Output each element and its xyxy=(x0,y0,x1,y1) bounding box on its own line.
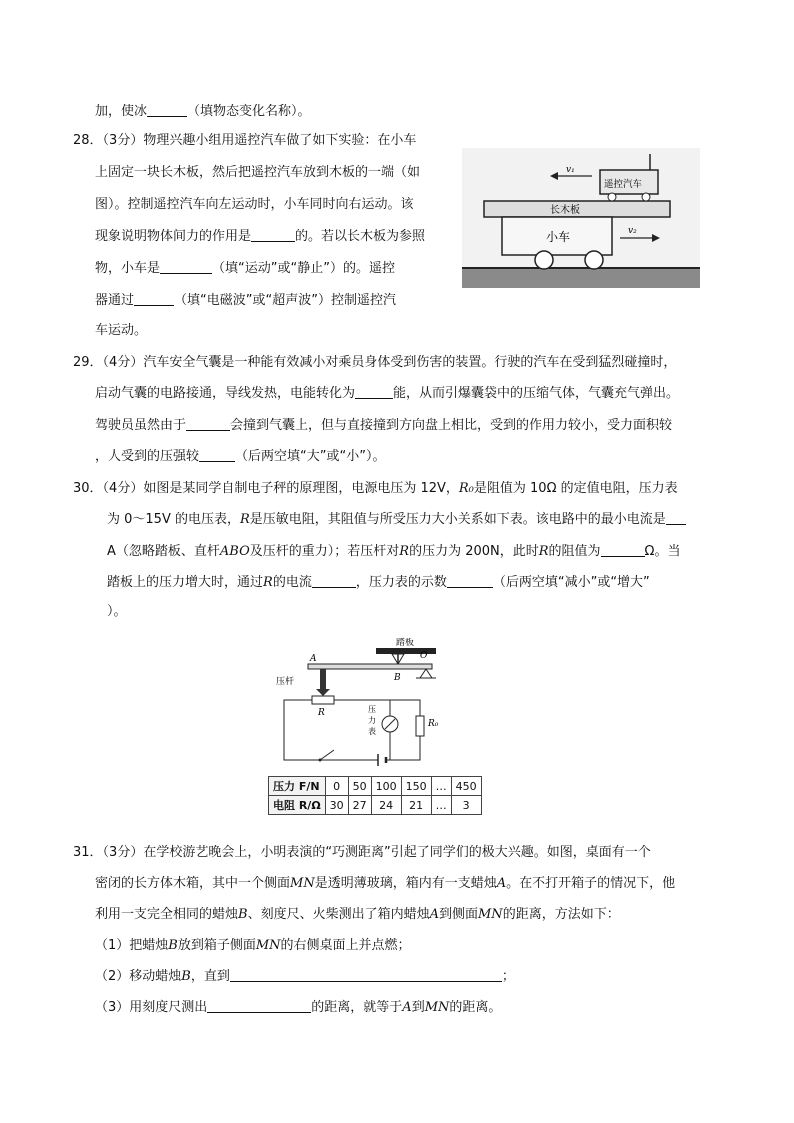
q29-text-3b: 会撞到气囊上，但与直接撞到方向盘上相比，受到的作用力较小，受力面积较 xyxy=(230,418,673,433)
q31-text-3b: 、刻度尺、火柴测出了箱内蜡烛 xyxy=(247,907,430,922)
q31-step2-text: ，直到 xyxy=(190,969,230,984)
table-row xyxy=(269,777,482,796)
q30-text-4b: 的电流 xyxy=(272,575,312,590)
q28-line-5 xyxy=(95,259,395,279)
q28-text-6a: 器通过 xyxy=(95,293,135,308)
table-cell: 27 xyxy=(348,796,371,815)
q31-blank-1[interactable] xyxy=(230,967,502,982)
label-r: R xyxy=(318,708,325,718)
lever-abo xyxy=(308,664,432,669)
q31-text-3a: 利用一支完全相同的蜡烛 xyxy=(95,907,239,922)
q30-var-r-3: R xyxy=(538,544,549,559)
q31-text-2c: 。在不打开箱子的情况下，他 xyxy=(506,876,676,891)
q27-blank[interactable] xyxy=(147,102,187,117)
q30-text-1a: （4分）如图是某同学自制电子秤的原理图，电源电压为 12V， xyxy=(102,481,459,496)
q30-blank-3[interactable] xyxy=(312,573,356,588)
v2-label: v₂ xyxy=(628,226,637,236)
toy-car-label: 遥控汽车 xyxy=(604,179,643,190)
q31-step3-text: 的距离，就等于 xyxy=(311,1000,403,1015)
table-cell: … xyxy=(431,796,451,815)
q31-step2-b: B xyxy=(181,969,191,984)
cart-label: 小车 xyxy=(546,230,571,244)
q27-tail-text: 加，使冰 xyxy=(95,104,148,119)
q29-line-2 xyxy=(95,384,679,404)
q30-text-3d: 的阻值为 xyxy=(548,544,601,559)
q28-text-5a: 物，小车是 xyxy=(95,261,161,276)
q30-var-r-2: R xyxy=(399,544,410,559)
q31-blank-2[interactable] xyxy=(207,998,311,1013)
q31-step-1 xyxy=(95,936,411,956)
board-label: 长木板 xyxy=(550,205,580,216)
q29-line-3 xyxy=(95,416,672,436)
q28-line-6 xyxy=(95,291,396,311)
q29-blank-2[interactable] xyxy=(186,416,230,431)
ground xyxy=(462,268,700,288)
q31-step3-a-var: A xyxy=(402,1000,412,1015)
q30-text-1b: 是阻值为 10Ω 的定值电阻，压力表 xyxy=(473,481,678,496)
table-cell: 50 xyxy=(348,777,371,796)
q28-figure xyxy=(462,148,700,288)
table-head-force: 压力 F/N xyxy=(269,777,326,796)
q31-text-3d: 的距离，方法如下： xyxy=(502,907,620,922)
q31-step2-a: （2）移动蜡烛 xyxy=(95,969,182,984)
q30-text-3c: 的压力为 200N，此时 xyxy=(409,544,539,559)
q30-blank-1[interactable] xyxy=(666,510,686,525)
q30-text-4a: 踏板上的压力增大时，通过 xyxy=(107,575,264,590)
table-cell: 150 xyxy=(401,777,431,796)
table-cell: 0 xyxy=(325,777,348,796)
q28-text-4a: 现象说明物体间力的作用是 xyxy=(95,229,252,244)
pedal-label: 踏板 xyxy=(396,638,415,648)
q31-line-2 xyxy=(95,874,675,894)
q31-step3-mn: MN xyxy=(424,1000,450,1015)
q29-line-4 xyxy=(95,447,385,467)
q31-step1-a: （1）把蜡烛 xyxy=(95,938,169,953)
q31-step1-text: 放到箱子侧面 xyxy=(177,938,256,953)
q28-blank-2[interactable] xyxy=(160,259,212,274)
q31-var-a: A xyxy=(496,876,507,891)
q30-line-5: ）。 xyxy=(107,604,127,619)
label-b: B xyxy=(394,673,401,683)
v1-label: v₁ xyxy=(566,165,575,175)
meter-label-2: 力 xyxy=(368,716,376,725)
q31-step1-b: B xyxy=(168,938,178,953)
table-cell: 24 xyxy=(371,796,401,815)
q31-text-1: （3分）在学校游艺晚会上，小明表演的“巧测距离”引起了同学们的极大兴趣。如图，桌面有一个 xyxy=(102,845,651,860)
q30-text-4c: ，压力表的示数 xyxy=(355,575,447,590)
q30-line-2 xyxy=(107,510,686,530)
q31-var-b: B xyxy=(238,907,248,922)
q28-text-1: （3分）物理兴趣小组用遥控汽车做了如下实验：在小车 xyxy=(102,133,417,148)
q28-text-4b: 的。若以长木板为参照 xyxy=(295,229,426,244)
q30-var-abo: ABO xyxy=(219,544,250,559)
press-rod xyxy=(320,669,326,689)
fixed-resistor-r0 xyxy=(416,716,424,736)
q28-text-6b: （填“电磁波”或“超声波”）控制遥控汽 xyxy=(174,293,396,308)
q31-number: 31． xyxy=(73,845,103,860)
meter-label-3: 表 xyxy=(368,727,376,736)
q30-text-2b: 是压敏电阻，其阻值与所受压力大小关系如下表。该电路中的最小电流是 xyxy=(249,512,666,527)
q31-line-1 xyxy=(73,843,651,863)
q29-text-2b: 能，从而引爆囊袋中的压缩气体，气囊充气弹出。 xyxy=(393,386,680,401)
table-row xyxy=(269,796,482,815)
q30-blank-4[interactable] xyxy=(447,573,493,588)
q29-text-4a: ，人受到的压强较 xyxy=(95,449,200,464)
q29-text-1: （4分）汽车安全气囊是一种能有效减小对乘员身体受到伤害的装置。行驶的汽车在受到猛烈碰撞时， xyxy=(102,355,677,370)
switch xyxy=(320,750,334,760)
q29-number: 29． xyxy=(73,355,103,370)
table-cell: 30 xyxy=(325,796,348,815)
q28-line-4 xyxy=(95,227,425,247)
q29-blank-3[interactable] xyxy=(199,447,235,462)
q31-step3-a: （3）用刻度尺测出 xyxy=(95,1000,208,1015)
q30-text-3b: 及压杆的重力）；若压杆对 xyxy=(249,544,400,559)
q28-number: 28． xyxy=(73,133,103,148)
q29-blank-1[interactable] xyxy=(355,384,393,399)
rod-label: 压杆 xyxy=(276,677,295,687)
q28-text-5b: （填“运动”或“静止”）的。遥控 xyxy=(212,261,395,276)
q30-blank-2[interactable] xyxy=(601,542,645,557)
q31-text-2a: 密闭的长方体木箱，其中一个侧面 xyxy=(95,876,291,891)
q30-text-4d: （后两空填“减小”或“增大” xyxy=(492,575,650,590)
q29-text-2a: 启动气囊的电路接通，导线发热，电能转化为 xyxy=(95,386,356,401)
q30-line-1 xyxy=(73,479,678,499)
q31-text-3c: 到侧面 xyxy=(438,907,478,922)
q30-var-r-4: R xyxy=(263,575,273,590)
q31-var-a-2: A xyxy=(429,907,439,922)
label-r0: R₀ xyxy=(428,719,439,729)
q31-step1-mn: MN xyxy=(255,938,281,953)
q30-text-2a: 为 0～15V 的电压表， xyxy=(107,512,240,527)
q31-line-3 xyxy=(95,905,620,925)
q28-line-2: 上固定一块长木板，然后把遥控汽车放到木板的一端（如 xyxy=(95,165,421,180)
q31-var-mn: MN xyxy=(290,876,315,891)
table-cell: 3 xyxy=(451,796,481,815)
q31-step3-c: 到 xyxy=(411,1000,425,1015)
q30-line-3 xyxy=(107,542,680,562)
table-head-resistance: 电阻 R/Ω xyxy=(269,796,326,815)
q31-step-2 xyxy=(95,967,515,987)
table-cell: 21 xyxy=(401,796,431,815)
q30-line-4 xyxy=(107,573,650,593)
q29-text-4b: （后两空填“大”或“小”）。 xyxy=(235,449,386,464)
q28-line-7: 车运动。 xyxy=(95,323,148,338)
q31-step2-c: ； xyxy=(501,969,515,984)
q28-line-3: 图）。控制遥控汽车向左运动时，小车同时向右运动。该 xyxy=(95,197,414,212)
q30-circuit-figure xyxy=(268,638,498,772)
table-cell: 450 xyxy=(451,777,481,796)
q30-text-3a: A（忽略踏板、直杆 xyxy=(107,544,220,559)
q31-step-3 xyxy=(95,998,501,1018)
q27-tail-text-2: （填物态变化名称）。 xyxy=(187,104,311,119)
q29-text-3a: 驾驶员虽然由于 xyxy=(95,418,187,433)
q27-tail xyxy=(95,102,311,122)
q31-text-2b: 是透明薄玻璃，箱内有一支蜡烛 xyxy=(314,876,497,891)
q30-number: 30． xyxy=(73,481,103,496)
q31-var-mn-2: MN xyxy=(478,907,503,922)
q30-text-3e: Ω。当 xyxy=(644,544,681,559)
q28-blank-1[interactable] xyxy=(251,227,295,242)
q30-var-r0: R₀ xyxy=(458,481,474,496)
meter-label-1: 压 xyxy=(368,705,376,714)
q30-var-r: R xyxy=(239,512,250,527)
table-cell: … xyxy=(431,777,451,796)
label-o: O xyxy=(420,651,428,661)
q31-step1-c: 的右侧桌面上并点燃； xyxy=(280,938,411,953)
q28-blank-3[interactable] xyxy=(134,291,174,306)
force-resistance-table xyxy=(268,776,482,815)
q28-line-1 xyxy=(73,131,416,151)
label-a: A xyxy=(310,654,317,664)
pressure-resistor xyxy=(312,696,334,704)
table-cell: 100 xyxy=(371,777,401,796)
q31-step3-d: 的距离。 xyxy=(449,1000,502,1015)
q29-line-1 xyxy=(73,353,676,373)
